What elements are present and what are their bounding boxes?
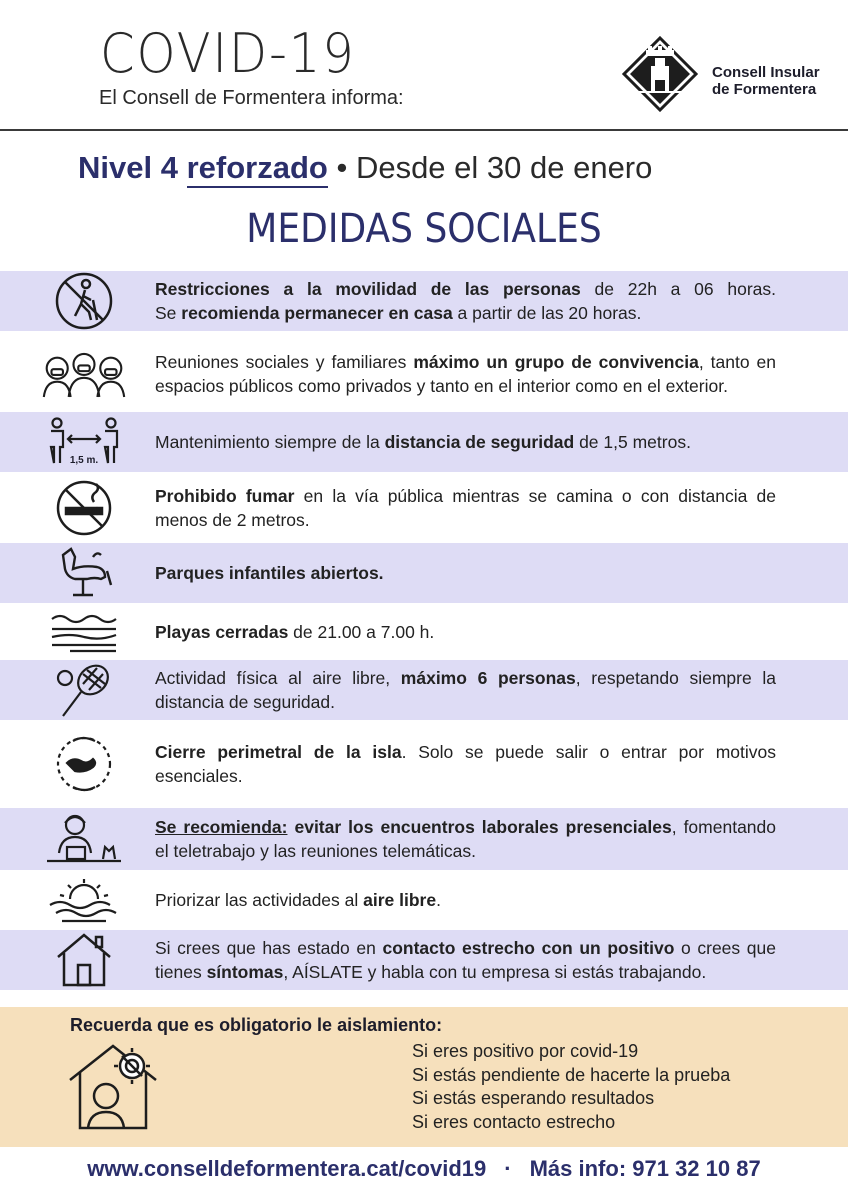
list-item: Si estás pendiente de hacerte la prueba xyxy=(412,1064,731,1085)
level-date: Desde el 30 de enero xyxy=(355,150,653,185)
measure-text-line: esenciales. xyxy=(155,766,243,786)
playground-horse-icon xyxy=(40,543,128,603)
telework-icon xyxy=(40,808,128,870)
home-isolation-virus-icon xyxy=(66,1040,160,1132)
beach-waves-icon xyxy=(40,604,128,660)
main-title: MEDIDAS SOCIALES xyxy=(246,206,602,252)
footer-phone[interactable]: Más info: 971 32 10 87 xyxy=(529,1156,761,1181)
list-item: Si estás esperando resultados xyxy=(412,1088,655,1108)
measure-text-line: Parques infantiles abiertos. xyxy=(155,563,384,583)
measure-row xyxy=(0,338,848,410)
level-reinforced: reforzado xyxy=(187,150,328,188)
measure-text xyxy=(155,815,776,863)
measure-text xyxy=(155,936,776,984)
measure-text xyxy=(155,430,776,454)
measure-text xyxy=(155,277,776,325)
measure-text-line: distancia de seguridad. xyxy=(155,692,335,712)
measure-row xyxy=(0,660,848,720)
level-separator: • xyxy=(336,150,348,185)
logo-name-line1: Consell Insular xyxy=(712,64,820,81)
measure-text-line: Si crees que has estado en contacto estrecho con un positivo o crees que xyxy=(155,938,776,958)
measure-text-line: Mantenimiento siempre de la distancia de seguridad de 1,5 metros. xyxy=(155,432,691,452)
footer-url-link[interactable]: www.conselldeformentera.cat/covid19 xyxy=(87,1156,487,1181)
list-item: Si eres contacto estrecho xyxy=(412,1111,616,1132)
social-distance-icon xyxy=(40,412,128,472)
measure-text-line: Cierre perimetral de la isla. Solo se puede salir o entrar por motivos xyxy=(155,742,776,762)
measure-row xyxy=(0,872,848,928)
header-title: COVID-19 xyxy=(100,22,356,85)
measure-row xyxy=(0,808,848,870)
measure-text-line: Se recomienda permanecer en casa a partir de las 20 horas. xyxy=(155,303,642,323)
measure-row xyxy=(0,722,848,806)
measure-text-line: el teletrabajo y las reuniones telemáticas. xyxy=(155,841,477,861)
measure-text xyxy=(155,740,776,788)
measure-row xyxy=(0,604,848,660)
header-divider xyxy=(0,129,848,131)
measure-text xyxy=(155,888,776,912)
measure-text xyxy=(155,561,776,585)
measure-text-line: menos de 2 metros. xyxy=(155,510,310,530)
measure-text-line: Se recomienda: evitar los encuentros laborales presenciales, fomentando xyxy=(155,817,776,837)
measure-row xyxy=(0,474,848,542)
measure-text-line: Priorizar las actividades al aire libre. xyxy=(155,890,441,910)
island-hands-icon xyxy=(40,722,128,806)
measure-text xyxy=(155,620,776,644)
sunset-icon xyxy=(40,872,128,928)
tennis-racket-icon xyxy=(40,660,128,720)
measure-row xyxy=(0,543,848,603)
measure-text-line: tienes síntomas, AÍSLATE y habla con tu empresa si estás trabajando. xyxy=(155,962,707,982)
list-item: Si eres positivo por covid-19 xyxy=(412,1041,639,1061)
level-prefix: Nivel 4 xyxy=(78,150,178,185)
coat-of-arms-icon xyxy=(622,36,698,112)
measure-text-line: Actividad física al aire libre, máximo 6 personas, respetando siempre la xyxy=(155,668,776,688)
measure-text xyxy=(155,666,776,714)
measure-text xyxy=(155,484,776,532)
logo-text xyxy=(712,64,820,98)
measure-row xyxy=(0,271,848,331)
no-walking-icon xyxy=(40,271,128,331)
measure-row xyxy=(0,930,848,990)
measure-text xyxy=(155,350,776,398)
header-subtitle: El Consell de Formentera informa: xyxy=(99,87,404,109)
measure-text-line: Playas cerradas de 21.00 a 7.00 h. xyxy=(155,622,435,642)
measure-text-line: Restricciones a la movilidad de las personas de 22h a 06 horas. xyxy=(155,279,776,299)
house-icon xyxy=(40,930,128,990)
footer-separator: · xyxy=(504,1156,512,1181)
logo-name-line2: de Formentera xyxy=(712,81,817,98)
level-line xyxy=(78,150,652,186)
no-smoking-icon xyxy=(40,474,128,542)
isolation-reminder-list xyxy=(412,1040,730,1134)
family-group-icon xyxy=(40,338,128,410)
measure-text-line: Reuniones sociales y familiares máximo un grupo de convivencia, tanto en xyxy=(155,352,776,372)
measure-text-line: espacios públicos como privados y tanto en el interior como en el exterior. xyxy=(155,376,728,396)
measure-row xyxy=(0,412,848,472)
measure-text-line: Prohibido fumar en la vía pública mientras se camina o con distancia de xyxy=(155,486,777,506)
footer xyxy=(0,1156,848,1182)
distance-label: 1,5 m. xyxy=(69,455,99,466)
isolation-reminder-title: Recuerda que es obligatorio le aislamiento: xyxy=(70,1015,443,1035)
